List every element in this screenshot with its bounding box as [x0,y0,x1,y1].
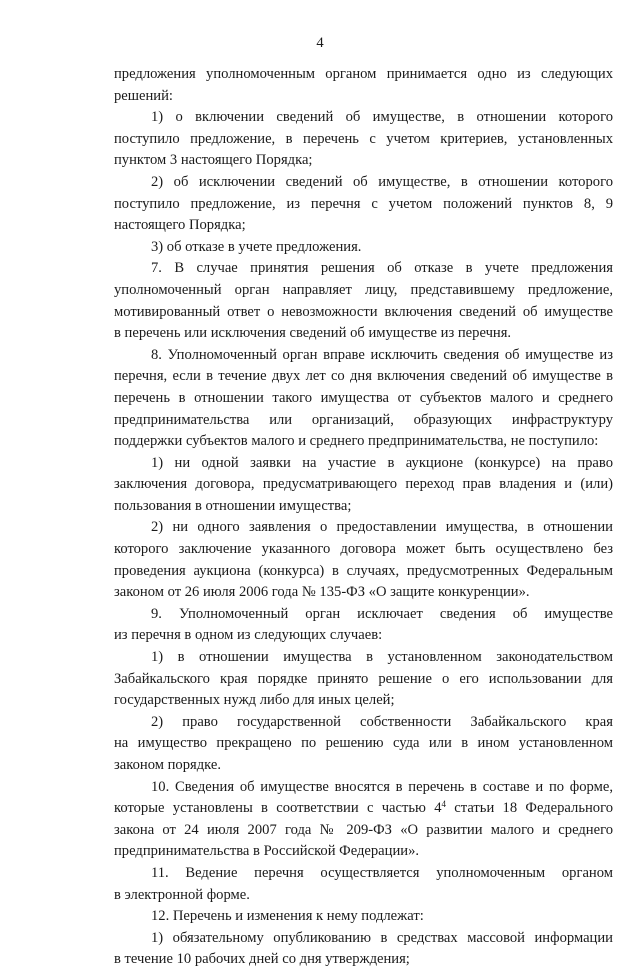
text-line: предпринимательства в Российской Федерации». [114,843,420,860]
text-line: 7. В случае принятия решения об отказе в учете предложения [151,260,613,277]
text-line: 1) о включении сведений об имуществе, в отношении которого [151,109,613,126]
text-line: предпринимательства или организаций, образующих инфраструктуру [114,411,613,428]
text-segment: статьи 18 Федерального [446,800,613,817]
text-line: перечень в отношении такого имущества от субъектов малого и среднего [114,389,613,406]
text-line: поступило предложение, в перечень с учетом критериев, установленных [114,130,613,147]
text-line [114,798,613,820]
text-line: пользования в отношении имущества; [114,497,352,514]
text-line: в течение 10 рабочих дней со дня утверждения; [114,951,410,968]
text-line: пунктом 3 настоящего Порядка; [114,152,313,169]
text-line: перечня, если в течение двух лет со дня включения сведений об имуществе в [114,368,613,385]
text-line: поддержки субъектов малого и среднего предпринимательства, не поступило: [114,433,599,450]
text-line: законом порядке. [114,757,221,773]
document-body [114,64,613,971]
text-line: государственных нужд либо для иных целей; [114,692,395,709]
text-line: закона от 24 июля 2007 года № 209-ФЗ «О развитии малого и среднего [114,821,613,838]
text-line: 10. Сведения об имуществе вносятся в перечень в составе и по форме, [151,778,613,795]
text-line: 12. Перечень и изменения к нему подлежат: [151,908,424,925]
text-line: 1) в отношении имущества в установленном законодательством [151,649,613,666]
text-line: предложения уполномоченным органом принимается одно из следующих [114,66,613,82]
text-line: проведения аукциона (конкурса) в случаях, предусмотренных Федеральным [114,562,613,579]
text-line: настоящего Порядка; [114,217,246,234]
text-line: мотивированный ответ о невозможности включения сведений об имуществе [114,303,613,320]
text-line: 2) об исключении сведений об имуществе, в отношении которого [151,173,613,190]
text-segment: которые установлены в соответствии с частью 4 [114,800,442,817]
text-line: 3) об отказе в учете предложения. [151,238,362,255]
text-line: 8. Уполномоченный орган вправе исключить сведения об имуществе из [151,346,613,363]
text-line: 1) ни одной заявки на участие в аукционе (конкурсе) на право [151,454,613,471]
text-line: решений: [114,87,173,104]
text-line: которого заключение указанного договора может быть осуществлено без [114,541,613,558]
text-line: из перечня в одном из следующих случаев: [114,627,383,644]
text-line: в перечень или исключения сведений об имуществе из перечня. [114,325,512,342]
page-number: 4 [316,35,324,51]
text-line: поступило предложение, из перечня с учетом положений пунктов 8, 9 [114,195,613,212]
text-line: законом от 26 июля 2006 года № 135-ФЗ «О защите конкуренции». [114,584,530,601]
text-line: уполномоченный орган направляет лицу, представившему предложение, [114,281,613,298]
text-line: 2) право государственной собственности Забайкальского края [151,713,613,730]
text-line: 11. Ведение перечня осуществляется уполномоченным органом [151,864,613,881]
text-line: 2) ни одного заявления о предоставлении имущества, в отношении [151,519,613,536]
text-line: Забайкальского края порядке принято решение о его использовании для [114,670,613,687]
text-line: в электронной форме. [114,886,250,903]
text-line: 1) обязательному опубликованию в средствах массовой информации [151,929,613,946]
superscript: 4 [441,799,447,810]
text-line: 9. Уполномоченный орган исключает сведения об имуществе [151,605,613,622]
text-line: заключения договора, предусматривающего переход прав владения и (или) [114,476,613,493]
text-line: на имущество прекращено по решению суда или в ином установленном [114,735,613,752]
